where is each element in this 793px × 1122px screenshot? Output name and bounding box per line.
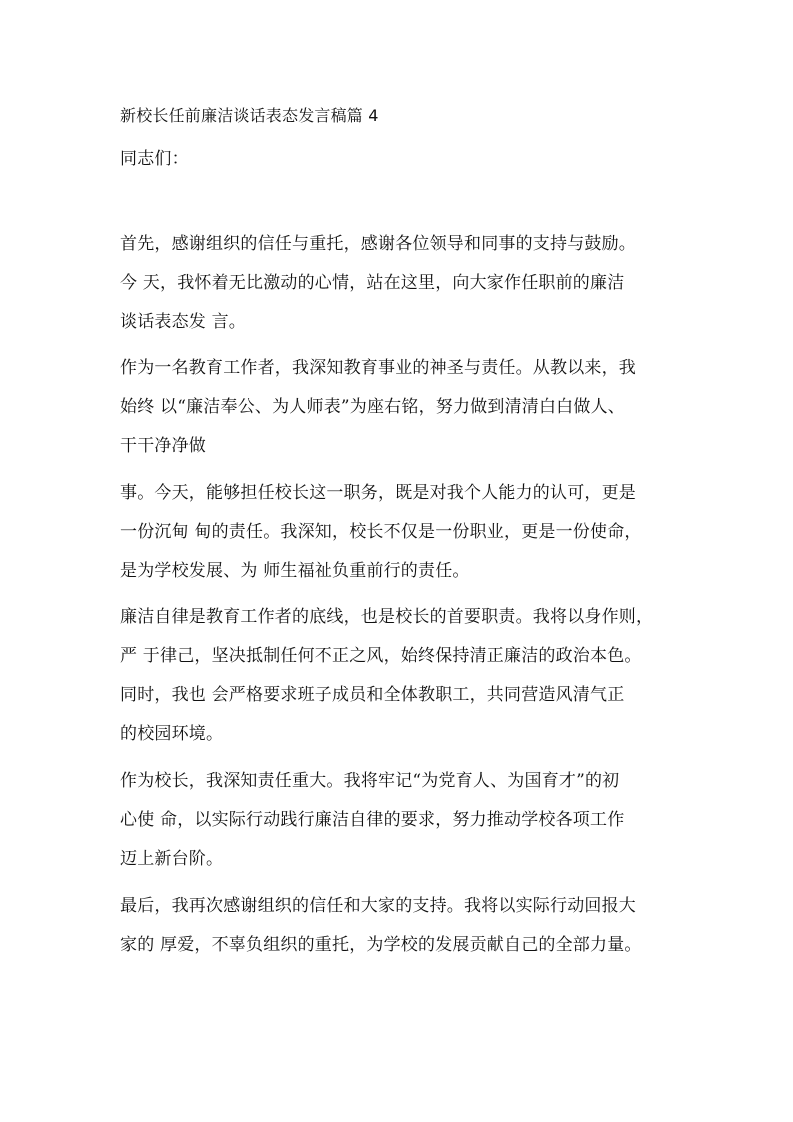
body-line: 同时，我也 会严格要求班子成员和全体教职工，共同营造风清气正 xyxy=(120,685,625,705)
body-line: 作为校长，我深知责任重大。我将牢记“为党育人、为国育才”的初 xyxy=(120,771,620,791)
body-line: 严 于律己，坚决抵制任何不正之风，始终保持清正廉洁的政治本色。 xyxy=(120,646,642,666)
document-title: 新校长任前廉洁谈话表态发言稿篇 4 xyxy=(120,106,379,125)
body-line: 家的 厚爱，不辜负组织的重托，为学校的发展贡献自己的全部力量。 xyxy=(120,935,642,955)
greeting: 同志们： xyxy=(120,149,189,169)
body-line: 是为学校发展、为 师生福祉负重前行的责任。 xyxy=(120,561,470,581)
body-line: 事。今天，能够担任校长这一职务，既是对我个人能力的认可，更是 xyxy=(120,483,636,503)
body-line: 廉洁自律是教育工作者的底线，也是校长的首要职责。我将以身作则， xyxy=(120,607,654,627)
body-line: 一份沉甸 甸的责任。我深知，校长不仅是一份职业，更是一份使命， xyxy=(120,522,642,542)
body-line: 的校园环境。 xyxy=(120,724,224,744)
body-line: 始终 以“廉洁奉公、为人师表”为座右铭，努力做到清清白白做人、 xyxy=(120,397,625,417)
body-line: 作为一名教育工作者，我深知教育事业的神圣与责任。从教以来，我 xyxy=(120,358,636,378)
body-line: 迈上新台阶。 xyxy=(120,849,224,869)
body-line: 心使 命，以实际行动践行廉洁自律的要求，努力推动学校各项工作 xyxy=(120,810,625,830)
body-line: 谈话表态发 言。 xyxy=(120,312,247,332)
body-line: 今 天，我怀着无比激动的心情，站在这里，向大家作任职前的廉洁 xyxy=(120,273,625,293)
body-line: 最后，我再次感谢组织的信任和大家的支持。我将以实际行动回报大 xyxy=(120,896,636,916)
body-line: 首先，感谢组织的信任与重托，感谢各位领导和同事的支持与鼓励。 xyxy=(120,234,636,254)
body-line: 干干净净做 xyxy=(120,436,206,456)
